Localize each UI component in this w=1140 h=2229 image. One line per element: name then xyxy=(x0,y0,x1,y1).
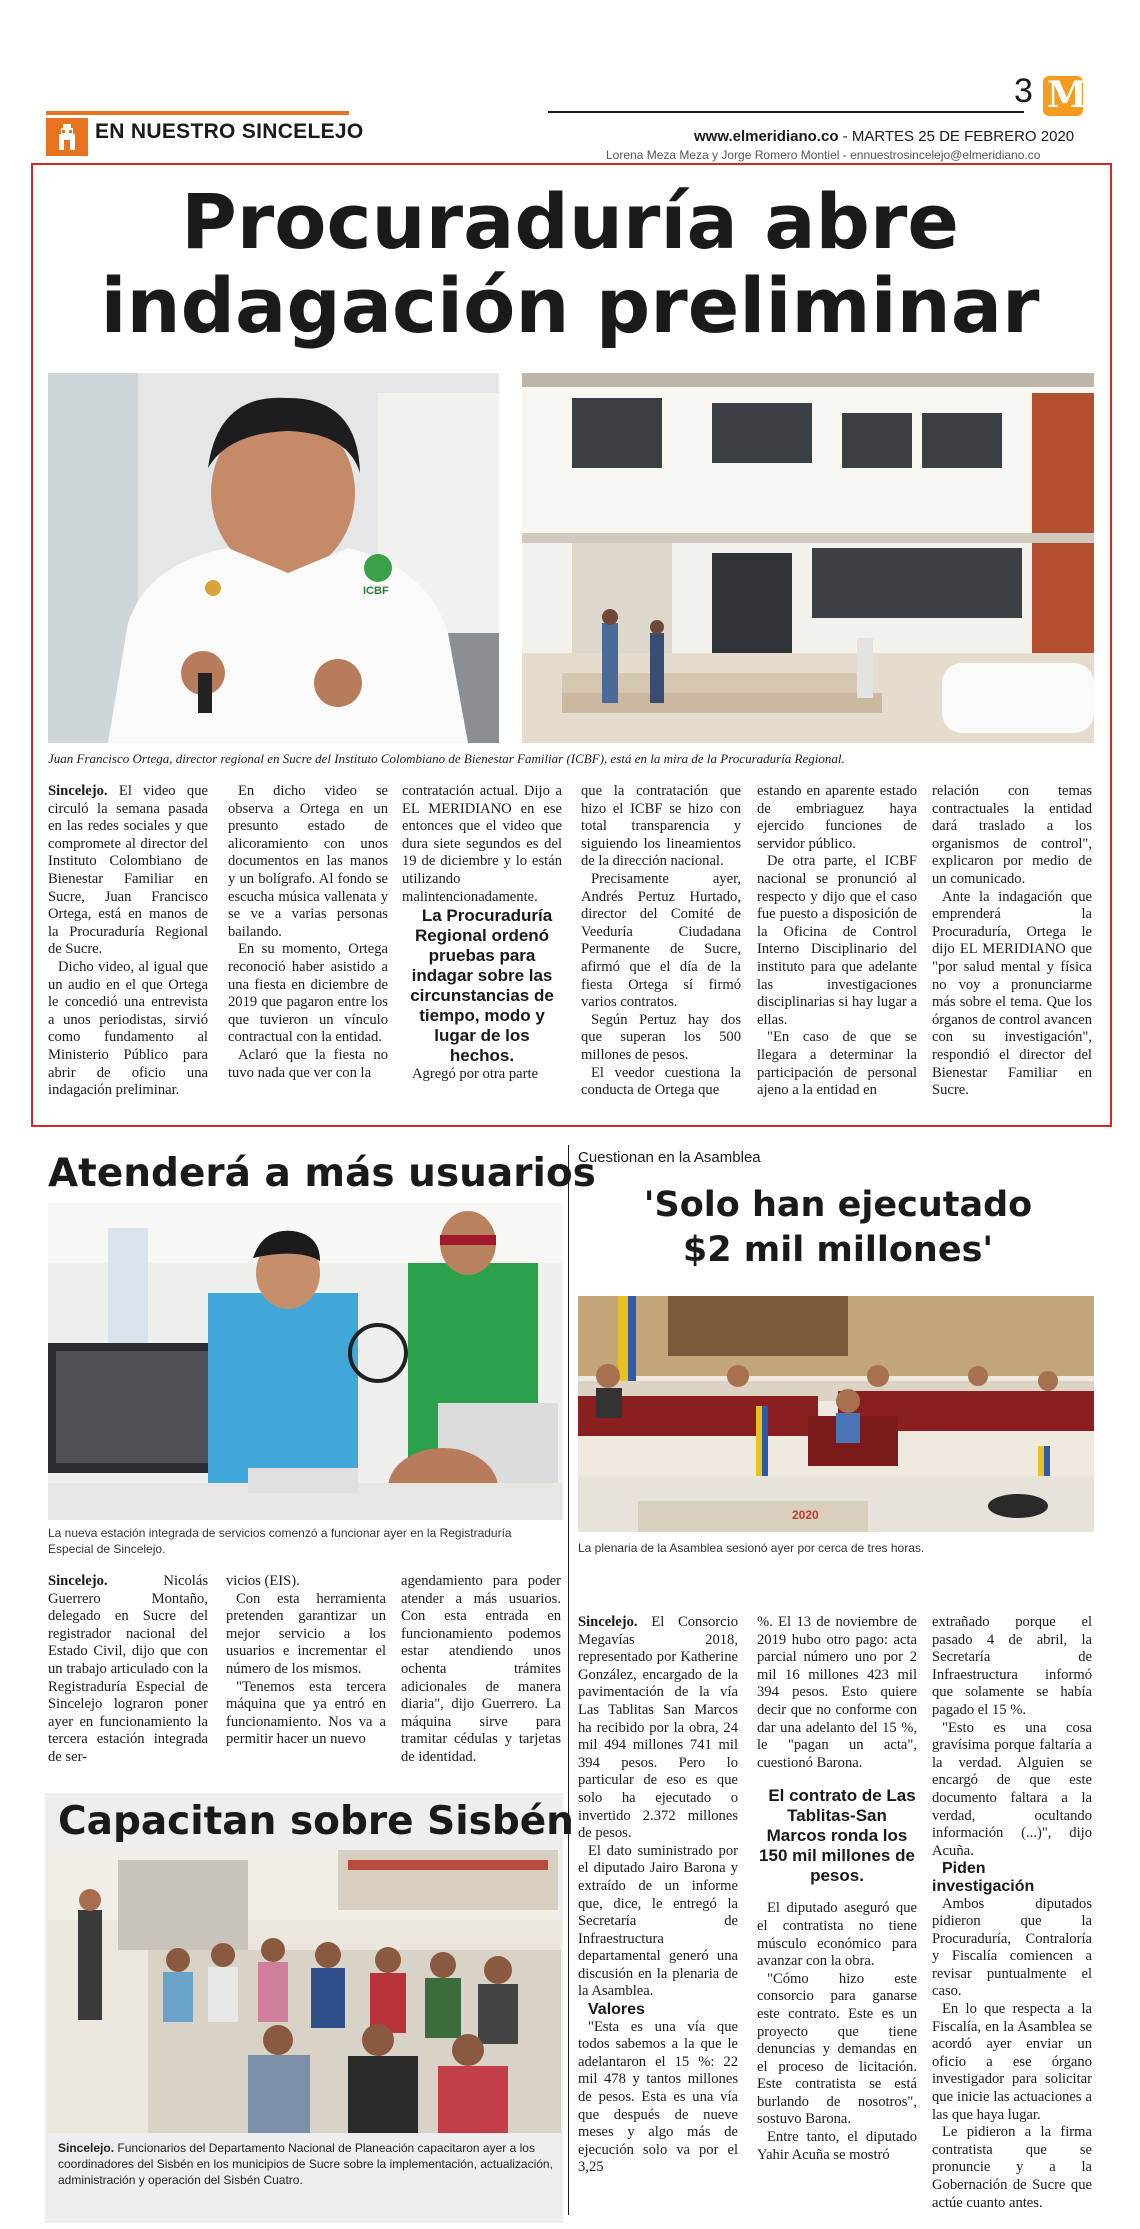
story4-column-1 xyxy=(578,1614,738,2177)
main-dateline: Sincelejo. xyxy=(48,783,108,799)
tower-icon xyxy=(46,118,88,156)
story4-dateline: Sincelejo. xyxy=(578,1614,638,1630)
story3-caption-text: Funcionarios del Departamento Nacional de Planeación capacitaron ayer a los coordinadores del Sisbén en los municipios de Sucre sobre la implementación, actualización, administración y operación del Sisbén Cuatro. xyxy=(58,2141,553,2187)
main-column-5 xyxy=(757,783,917,1100)
story4-subhead-investigacion: Piden investigación xyxy=(932,1860,1035,1895)
main-col6-p2: Ante la indagación que emprenderá la Procuraduría, Ortega le dijo EL MERIDIANO que "por salud mental y física no voy a pronunciarme más sobre el tema. Que los órganos de control avancen con su investigación", respondió el director del Bienestar Familiar en Sucre. xyxy=(932,888,1092,1099)
story4-subhead-valores: Valores xyxy=(588,2001,645,2019)
story4-col2-p2: El diputado aseguró que el contratista no tiene músculo económico para avanzar con la obra. xyxy=(757,1900,917,1970)
dateline xyxy=(694,128,1074,145)
story2-col3-p1: agendamiento para poder atender a más usuarios. Con esta entrada en funcionamiento podemos estar atendiendo unos ochenta trámites adicionales de manera diaria", dijo Guerrero. La máquina sirve para tramitar cédulas y tarjetas de identidad. xyxy=(401,1573,561,1765)
icbf-shirt-logo: ICBF xyxy=(363,585,389,597)
sisben-training-photo xyxy=(48,1850,561,2133)
icbf-building-photo xyxy=(522,373,1094,743)
story4-caption: La plenaria de la Asamblea sesionó ayer por cerca de tres horas. xyxy=(578,1541,925,1555)
photo-banner-text: 2020 xyxy=(792,1508,819,1522)
main-col3-p2: Agregó por otra parte xyxy=(412,1066,539,1083)
main-col2-p3: Aclaró que la fiesta no tuvo nada que ver con la xyxy=(228,1046,388,1081)
story4-col1-p1: El Consorcio Megavías 2018, representado por Katherine González, encargado de la pavimentación de la vía Las Tablitas San Marcos ha recibido por la obra, 24 mil 494 millones 741 mil 394 pesos. Pero lo particular de eso es que solo ha ejecutado o invertido 2.372 millones de pesos. xyxy=(578,1614,738,1842)
main-column-4 xyxy=(581,783,741,1100)
main-column-6 xyxy=(932,783,1092,1100)
main-col1-p2: Dicho video, al igual que un audio en el que Ortega le concedió una entrevista a unos periodistas, sirvió como fundamento al Ministerio Público para abrir de oficio una indagación preliminar. xyxy=(48,958,208,1099)
main-col6-p1: relación con temas contractuales la entidad dará traslado a los organismos de control", explicaron por medio de un comunicado. xyxy=(932,783,1092,887)
main-headline-line2: indagación preliminar xyxy=(100,261,1040,350)
story2-headline: Atenderá a más usuarios xyxy=(48,1151,596,1196)
story4-col3-p2: "Esto es una cosa gravísima porque faltaría a la verdad. Alguien se encargó de que este documento faltara a la verdad, ocultando información (...)", dijo Acuña. xyxy=(932,1719,1092,1859)
website[interactable]: www.elmeridiano.co xyxy=(694,128,839,145)
main-col4-p3: Según Pertuz hay dos que superan los 500 millones de pesos. xyxy=(581,1011,741,1063)
main-column-2 xyxy=(228,783,388,1082)
story4-col2-p3: "Cómo hizo este consorcio para ganarse este contrato. Este es un proyecto que tiene denuncias y demandas en el proceso de licitación. Este contratista se está burlando de nosotros", sostuvo Barona. xyxy=(757,1970,917,2128)
story4-headline-line2: $2 mil millones' xyxy=(682,1230,994,1270)
director-photo xyxy=(48,373,499,743)
date: - MARTES 25 DE FEBRERO 2020 xyxy=(842,128,1075,145)
story3-caption xyxy=(58,2140,558,2188)
story2-col2-p1: vicios (EIS). xyxy=(226,1573,300,1589)
main-col1-p1: El video que circuló la semana pasada en las redes sociales y que compromete al director del Instituto Colombiano de Bienestar Familiar en Sucre, Juan Francisco Ortega, está en manos de la Procuraduría Regional de Sucre. xyxy=(48,783,208,958)
section-title: EN NUESTRO SINCELEJO xyxy=(95,120,364,143)
story2-col2-p3: "Tenemos esta tercera máquina que ya entró en funcionamiento. Nos va a permitir hacer un nuevo xyxy=(226,1678,386,1748)
header-rule xyxy=(548,111,1024,113)
story2-col1-p1: Nicolás Guerrero Montaño, delegado en Sucre del registrador nacional del Estado Civil, dijo que con un trabajo articulado con la Registraduría Especial de Sincelejo lograron poner ayer en funcionamiento la tercera estación integrada de ser- xyxy=(48,1573,208,1765)
story4-col1-p2: El dato suministrado por el diputado Jairo Barona y extraído de un informe que, dice, le entregó la Secretaría de Infraestructura departamental generó una discusión en la plenaria de la Asamblea. xyxy=(578,1842,738,2000)
main-col2-p2: En su momento, Ortega reconoció haber asistido a una fiesta en diciembre de 2019 que pagaron entre los que tuvieron un vínculo contractual con la entidad. xyxy=(228,941,388,1046)
logo-letter: M xyxy=(1047,74,1087,116)
story3-headline: Capacitan sobre Sisbén xyxy=(58,1799,574,1844)
story2-column-2 xyxy=(226,1573,386,1749)
main-pullquote: La Procuraduría Regional ordenó pruebas para indagar sobre las circunstancias de tiempo, modo y lugar de los hechos. xyxy=(410,906,554,1066)
main-column-1 xyxy=(48,783,208,1100)
main-photo-caption: Juan Francisco Ortega, director regional en Sucre del Instituto Colombiano de Bienestar Familiar (ICBF), está en la mira de la Procuraduría Regional. xyxy=(48,751,845,766)
story4-column-3 xyxy=(932,1614,1092,2212)
main-headline-line1: Procuraduría abre xyxy=(181,177,959,266)
main-col5-p2: De otra parte, el ICBF nacional se pronunció al respecto y dijo que el caso fue puesto a disposición de la Oficina de Control Interno Disciplinario del instituto para que adelante las investigaciones disciplinarias si hay lugar a ellas. xyxy=(757,853,917,1028)
story3-dateline: Sincelejo. xyxy=(58,2141,115,2155)
main-col4-p4: El veedor cuestiona la conducta de Ortega que xyxy=(581,1064,741,1099)
main-col5-p3: "En caso de que se llegara a determinar la participación de personal ajeno a la entidad en xyxy=(757,1029,917,1099)
story4-column-2 xyxy=(757,1614,917,2164)
story2-dateline: Sincelejo. xyxy=(48,1573,108,1589)
main-col4-p2: Precisamente ayer, Andrés Pertuz Hurtado, director del Comité de Veeduría Ciudadana Permanente de Sucre, afirmó que el día de la fiesta Ortega sí firmó varios contratos. xyxy=(581,870,741,1011)
story4-col3-p4: En lo que respecta a la Fiscalía, en la Asamblea se acordó ayer enviar un oficio a ese órgano investigador para solicitar que inicie las actuaciones a las que haya lugar. xyxy=(932,2001,1092,2123)
story4-col1-p3: "Esta es una vía que todos sabemos a la que le adelantaron el 15 %: 22 mil 478 y tantos millones de pesos. Esta es una vía que después de nueve meses y algo más de ejecución solo va por el 3,25 xyxy=(578,2018,738,2176)
main-col4-p1: que la contratación que hizo el ICBF se hizo con total transparencia y siguiendo los lineamientos de la dirección nacional. xyxy=(581,783,741,870)
story4-kicker: Cuestionan en la Asamblea xyxy=(578,1149,761,1166)
story2-column-3 xyxy=(401,1573,561,1767)
main-column-3 xyxy=(402,783,562,1084)
page-number: 3 xyxy=(1014,72,1033,110)
story4-col3-p5: Le pidieron a la firma contratista que se pronuncie y a la Gobernación de Sucre que actúe cuanto antes. xyxy=(932,2124,1092,2211)
story4-col3-p1: extrañado porque el pasado 4 de abril, la Secretaría de Infraestructura informó que solamente se había pagado el 15 %. xyxy=(932,1614,1092,1718)
registraduria-photo xyxy=(48,1203,563,1520)
vertical-divider xyxy=(568,1145,569,2215)
story4-col3-p3: Ambos diputados pidieron que la Procuraduría, Contraloría y Fiscalía comiencen a revisar puntualmente el caso. xyxy=(932,1895,1092,2000)
story4-pullquote: El contrato de Las Tablitas-San Marcos ronda los 150 mil millones de pesos. xyxy=(759,1786,916,1886)
story4-headline-line1: 'Solo han ejecutado xyxy=(643,1185,1033,1225)
asamblea-plenary-photo xyxy=(578,1296,1094,1532)
main-col5-p1: estando en aparente estado de embriaguez haya ejercido funciones de servidor público. xyxy=(757,783,917,852)
main-col2-p1: En dicho video se observa a Ortega en un presunto estado de alicoramiento con unos documentos en las manos y un bolígrafo. Al fondo se escucha música vallenata y se ve a varias personas bailando. xyxy=(228,783,388,940)
story4-col2-p1: %. El 13 de noviembre de 2019 hubo otro pago: acta parcial número uno por 2 mil 16 millones 423 mil 394 pesos. Esto quiere decir que no conforme con dar una adelanto del 15 %, le "pagan un acta", cuestionó Barona. xyxy=(757,1614,917,1771)
story2-caption: La nueva estación integrada de servicios comenzó a funcionar ayer en la Registraduría Especial de Sincelejo. xyxy=(48,1526,512,1556)
story4-col2-p4: Entre tanto, el diputado Yahir Acuña se mostró xyxy=(757,2129,917,2163)
meridiano-logo xyxy=(1043,74,1087,116)
section-orange-bar xyxy=(46,111,349,115)
byline: Lorena Meza Meza y Jorge Romero Montiel - ennuestrosincelejo@elmeridiano.co xyxy=(606,148,1041,162)
main-col3-p1: contratación actual. Dijo a EL MERIDIANO en ese entonces que el video que dura siete segundos es del 19 de diciembre y lo están utilizando malintencionadamente. xyxy=(402,783,562,905)
story2-col2-p2: Con esta herramienta pretenden garantizar un mejor servicio a los usuarios e incrementar el número de los mismos. xyxy=(226,1590,386,1677)
story2-column-1 xyxy=(48,1573,208,1767)
